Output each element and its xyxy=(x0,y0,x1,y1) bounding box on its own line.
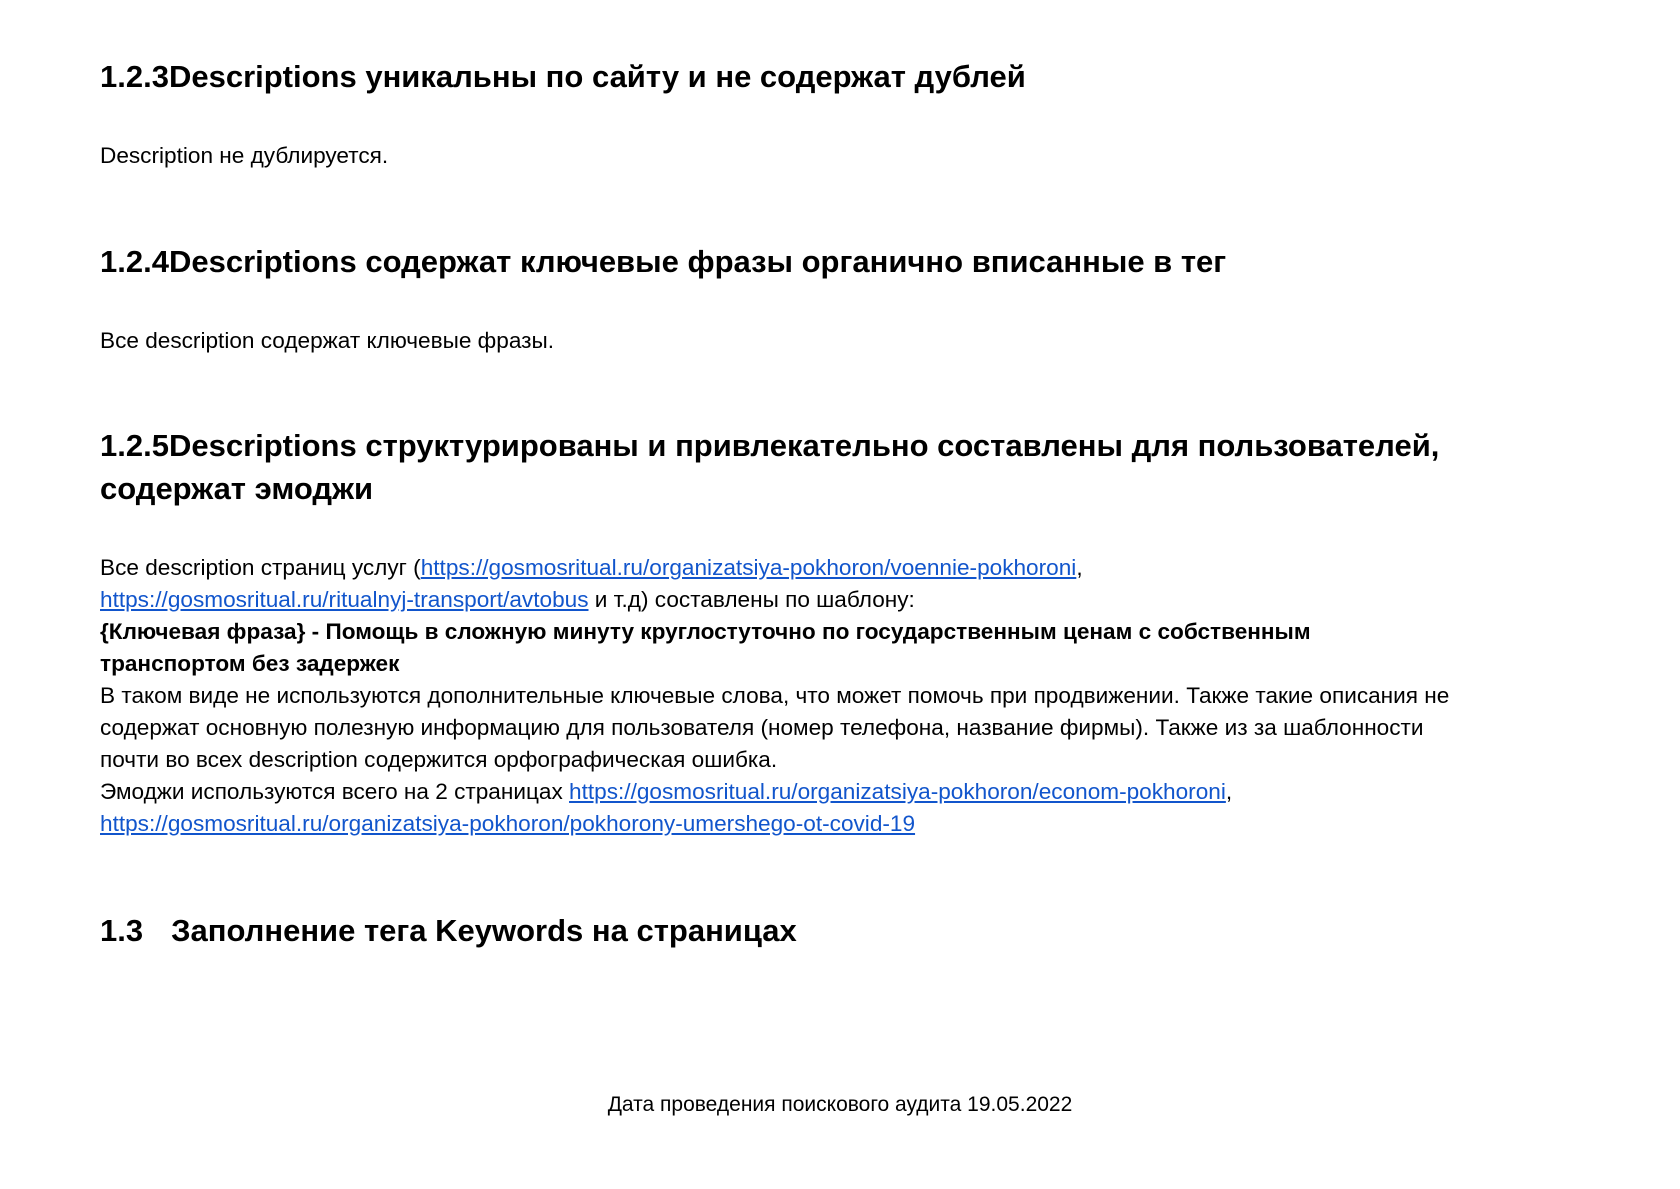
section-title-line-1: Descriptions структурированы и привлекательно составлены для пользователей, xyxy=(168,428,1440,463)
template-text: {Ключевая фраза} - Помощь в сложную минуту круглостуточно по государственным ценам с собственным xyxy=(100,619,1311,644)
analysis-line-1: В таком виде не используются дополнительные ключевые слова, что может помочь при продвижении. Также такие описания не xyxy=(100,683,1450,708)
link-econom-pokhoroni[interactable]: https://gosmosritual.ru/organizatsiya-pokhoron/econom-pokhoroni xyxy=(569,779,1226,804)
emoji-paragraph-line-2 xyxy=(100,808,915,840)
section-number: 1.2.4 xyxy=(100,244,169,279)
section-number: 1.2.5 xyxy=(100,428,169,463)
link-voennie-pokhoroni[interactable]: https://gosmosritual.ru/organizatsiya-pokhoron/voennie-pokhoroni xyxy=(420,555,1077,580)
link-covid-19[interactable]: https://gosmosritual.ru/organizatsiya-pokhoron/pokhorony-umershego-ot-covid-19 xyxy=(100,811,916,836)
analysis-line-2: содержат основную полезную информацию для пользователя (номер телефона, название фирмы). Также из за шаблонности xyxy=(100,715,1424,740)
emoji-paragraph-prefix: Эмоджи используются всего на 2 страницах xyxy=(100,779,570,804)
template-line-1 xyxy=(100,616,1311,648)
services-paragraph-line-2 xyxy=(100,584,915,616)
comma: , xyxy=(1225,779,1233,804)
template-text: транспортом без задержек xyxy=(100,651,400,676)
link-avtobus[interactable]: https://gosmosritual.ru/ritualnyj-transport/avtobus xyxy=(100,587,589,612)
section-title: Заполнение тега Keywords на страницах xyxy=(171,913,797,948)
section-body-1-2-3: Description не дублируется. xyxy=(100,143,389,168)
template-line-2 xyxy=(100,648,399,680)
section-number: 1.3 xyxy=(100,913,144,948)
section-heading-1-2-4 xyxy=(100,240,1226,283)
comma: , xyxy=(1076,555,1083,580)
analysis-line-3: почти во всех description содержится орфографическая ошибка. xyxy=(100,747,778,772)
section-title: Descriptions уникальны по сайту и не содержат дублей xyxy=(168,59,1026,94)
services-paragraph-prefix: Все description страниц услуг ( xyxy=(100,555,421,580)
services-paragraph-suffix: и т.д) составлены по шаблону: xyxy=(588,587,915,612)
section-heading-1-2-5-line-2: содержат эмоджи xyxy=(100,471,374,506)
section-heading-1-3 xyxy=(100,909,797,952)
section-title: Descriptions содержат ключевые фразы органично вписанные в тег xyxy=(168,244,1227,279)
emoji-paragraph-line-1 xyxy=(100,776,1232,808)
section-heading-1-2-5 xyxy=(100,424,1439,467)
section-heading-1-2-3 xyxy=(100,55,1026,98)
section-number: 1.2.3 xyxy=(100,59,169,94)
services-paragraph-line-1 xyxy=(100,552,1083,584)
audit-date-footer: Дата проведения поискового аудита 19.05.2022 xyxy=(607,1093,1073,1116)
section-body-1-2-4: Все description содержат ключевые фразы. xyxy=(100,328,555,353)
